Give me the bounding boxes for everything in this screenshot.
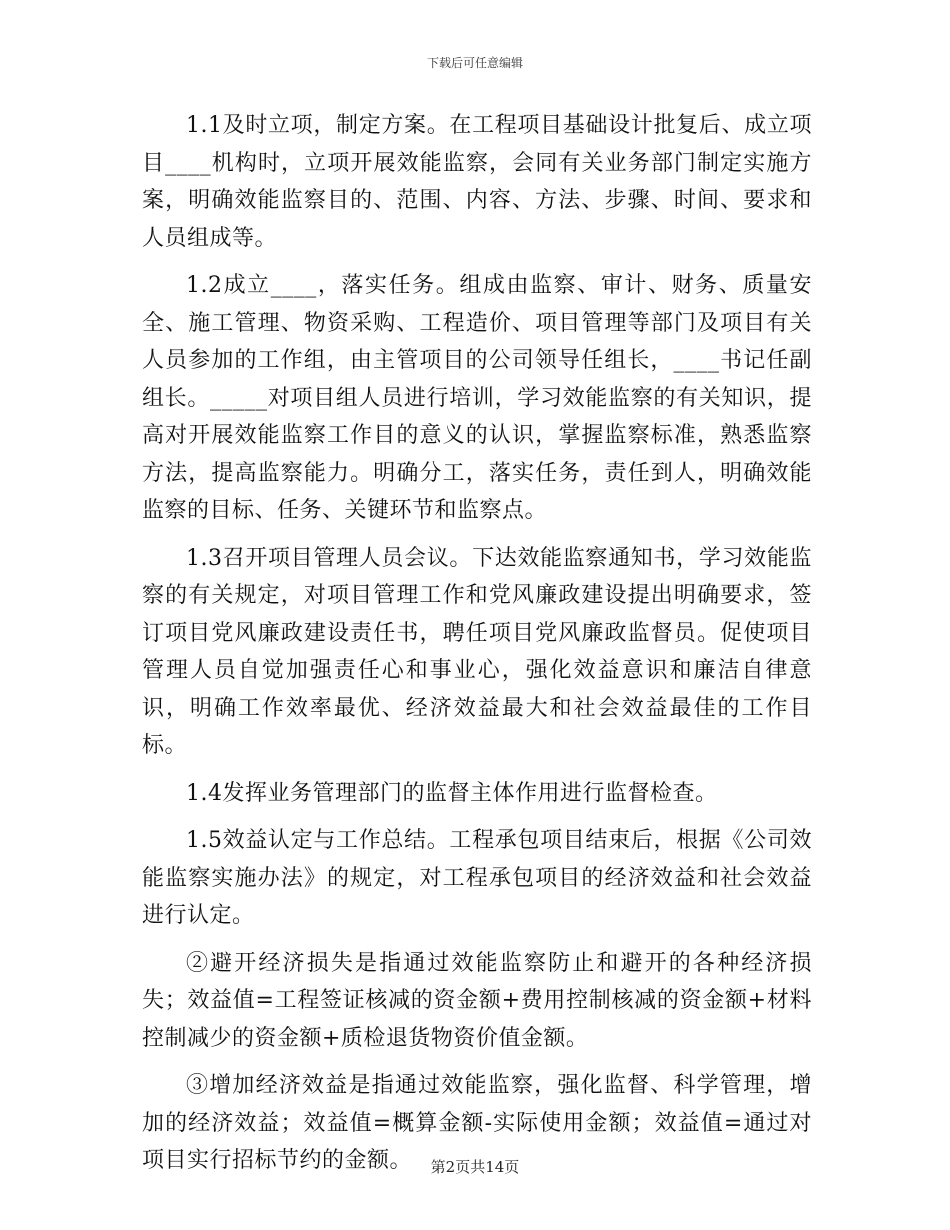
paragraph-1-5: 1.5效益认定与工作总结。工程承包项目结束后，根据《公司效能监察实施办法》的规定，对工程承包项目的经济效益和社会效益进行认定。 xyxy=(142,828,812,928)
paragraph-item-3: ③增加经济效益是指通过效能监察，强化监督、科学管理，增加的经济效益；效益值=概算金额-实际使用金额；效益值=通过对项目实行招标节约的金额。 xyxy=(142,1073,812,1173)
paragraph-1-2: 1.2成立____，落实任务。组成由监察、审计、财务、质量安全、施工管理、物资采购、工程造价、项目管理等部门及项目有关人员参加的工作组，由主管项目的公司领导任组长，____书记任副组长。_____对项目组人员进行培训，学习效能监察的有关知识，提高对开展效能监察工作目的意义的认识，掌握监察标准，熟悉监察方法，提高监察能力。明确分工，落实任务，责任到人，明确效能监察的目标、任务、关键环节和监察点。 xyxy=(142,273,812,523)
paragraph-item-2: ②避开经济损失是指通过效能监察防止和避开的各种经济损失；效益值=工程签证核减的资金额+费用控制核减的资金额+材料控制减少的资金额+质检退货物资价值金额。 xyxy=(142,950,812,1051)
paragraph-1-4: 1.4发挥业务管理部门的监督主体作用进行监督检查。 xyxy=(186,780,718,806)
paragraph-1-1: 1.1及时立项，制定方案。在工程项目基础设计批复后、成立项目____机构时，立项开展效能监察，会同有关业务部门制定实施方案，明确效能监察目的、范围、内容、方法、步骤、时间、要求和人员组成等。 xyxy=(142,113,812,251)
page-number-footer: 第2页共14页 xyxy=(430,1158,520,1176)
document-body xyxy=(142,107,812,1190)
page-header: 下载后可任意编辑 xyxy=(426,56,523,70)
paragraph-1-3: 1.3召开项目管理人员会议。下达效能监察通知书，学习效能监察的有关规定，对项目管理工作和党风廉政建设提出明确要求，签订项目党风廉政建设责任书，聘任项目党风廉政监督员。促使项目管理人员自觉加强责任心和事业心，强化效益意识和廉洁自律意识，明确工作效率最优、经济效益最大和社会效益最佳的工作目标。 xyxy=(142,545,812,758)
